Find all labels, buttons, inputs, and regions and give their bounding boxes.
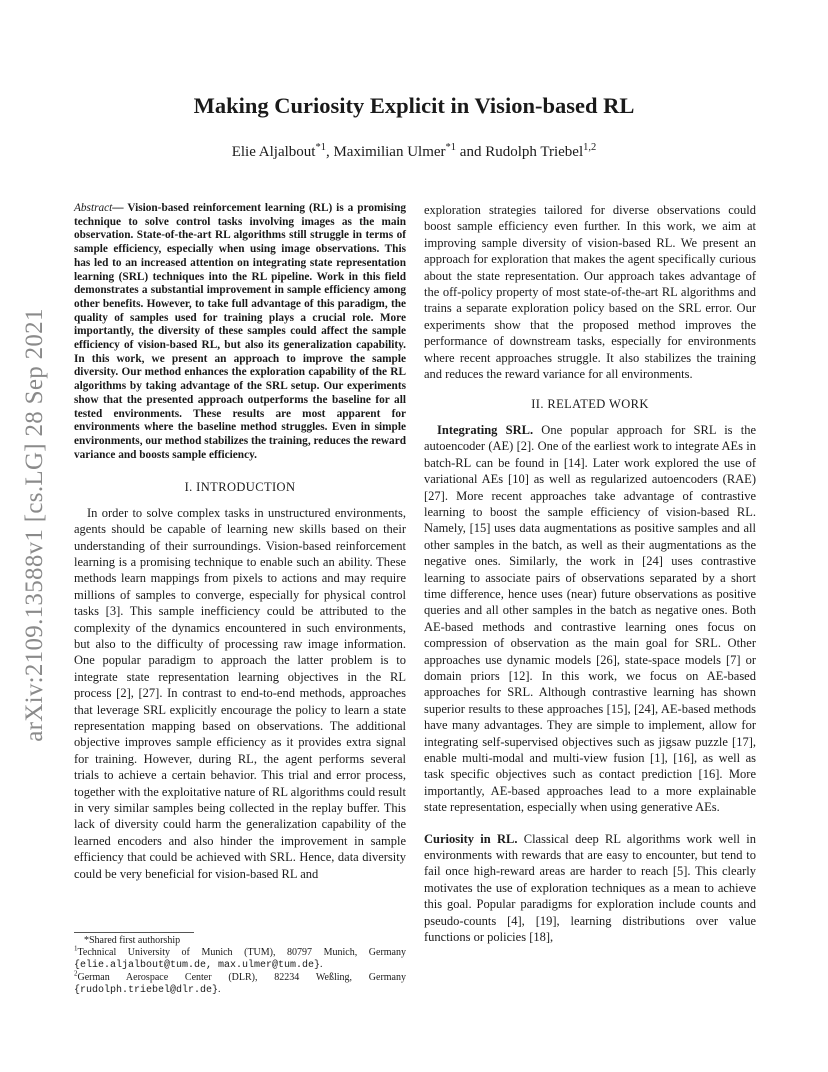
author-affiliation-mark: *1 xyxy=(315,142,326,153)
abstract xyxy=(74,202,406,462)
author-list xyxy=(0,144,828,161)
paragraph-run-in-title: Curiosity in RL. xyxy=(424,831,518,846)
author-name: Maximilian Ulmer xyxy=(333,144,446,160)
paper-title: Making Curiosity Explicit in Vision-based RL xyxy=(193,93,635,118)
section-heading-introduction: I. INTRODUCTION xyxy=(184,480,296,495)
footnote-affiliation-1: $^1$Technical University of Munich (TUM), 80797 Munich, Germany {elie.aljalbout@tum.de, max.ulmer@tum.de}. xyxy=(74,944,406,971)
introduction-paragraph: In order to solve complex tasks in unstructured environments, agents should be capable of learning new skills based on their understanding of their surroundings. Vision-based reinforcement learning is a promising technique to enable such an ability. These methods learn mappings from pixels to actions and may require millions of samples to converge, especially for physical control tasks [3]. This sample inefficiency could be attributed to the complexity of the dynamics encountered in such environments, but also to the difficulty of processing raw image information. One popular paradigm to approach the latter problem is to integrate state representation learning objectives in the RL process [2], [27]. In contrast to end-to-end methods, approaches that leverage SRL explicitly encourage the policy to learn a state representation mapping based on observations. The additional objective improves sample efficiency as it provides extra signal for training. However, during RL, the agent performs several trials to achieve a certain behavior. This trial and error process, together with the exploitative nature of RL algorithms could result in very similar samples being collected in the replay buffer. This lack of diversity could harm the generalization capability of the learned encoders and also hinder the improvement in sample efficiency that could be achieved with SRL. Hence, data diversity could be very beneficial for vision-based RL and xyxy=(74,505,406,881)
related-work-paragraph-curiosity: Curiosity in RL. Classical deep RL algorithms work well in environments with rewards that are easy to encounter, but tend to fail once high-reward areas are harder to reach [5]. This clearly motivates the use of exploration techniques as a mean to achieve this goal. Popular paradigms for exploration include counts and pseudo-counts [4], [19], learning distributions over value functions or policies [18], xyxy=(424,831,757,945)
footnote-shared-authorship: *Shared first authorship xyxy=(84,935,181,946)
author-name: Rudolph Triebel xyxy=(485,144,584,160)
right-column xyxy=(424,202,756,945)
footnote-affiliation-2: $^2$German Aerospace Center (DLR), 82234 Weßling, Germany {rudolph.triebel@dlr.de}. xyxy=(74,969,406,996)
paragraph-run-in-title: Integrating SRL. xyxy=(437,422,534,437)
author-separator: , xyxy=(325,144,334,160)
author-name: Elie Aljalbout xyxy=(231,144,316,160)
section-heading-related-work: II. RELATED WORK xyxy=(531,397,649,412)
arxiv-identifier-text: arXiv:2109.13588v1 [cs.LG] 28 Sep 2021 xyxy=(21,308,48,742)
related-work-paragraph-srl: Integrating SRL. One popular approach for SRL is the autoencoder (AE) [2]. One of the earliest work to integrate AEs in batch-RL can be found in [14]. Later work explored the use of variational AEs [10] as well as regularized autoencoders (RAE) [27]. More recent approaches take advantage of contrastive learning to boost the sample efficiency of vision-based RL. Namely, [15] uses data augmentations as positive samples and all other samples in the batch, as well as their augmentations as the negative ones. Similarly, the work in [24] uses contrastive learning to associate pairs of observations separated by a short time difference, hence uses (near) future observations as positive queries and all other samples in the batch as negative ones. Both AE-based methods and contrastive learning ones focus on compression of observation as the main goal for SRL. Other approaches use dynamic models [26], state-space models [7] or domain priors [12]. In this work, we focus on AE-based approaches for SRL. Although contrastive learning has shown superior results to these approaches [15], [24], AE-based methods have many advantages. They are simple to implement, allow for integrating self-supervised objectives such as jigsaw puzzle [17], enable multi-modal and multi-view fusion [1], [16], as well as task specific objectives such as contact prediction [16]. More importantly, AE-based approaches lead to a more explainable state representation, especially when using generative AEs. xyxy=(424,422,757,815)
footnote-emails: {elie.aljalbout@tum.de, max.ulmer@tum.de} xyxy=(74,960,321,971)
footnote-emails: {rudolph.triebel@dlr.de} xyxy=(74,985,219,996)
author-affiliation-mark: *1 xyxy=(445,142,457,153)
abstract-dash: — xyxy=(112,202,128,214)
left-column xyxy=(74,202,406,882)
abstract-label: Abstract xyxy=(74,202,113,214)
footnotes xyxy=(74,932,406,997)
author-affiliation-mark: 1,2 xyxy=(583,142,597,153)
introduction-paragraph-continued: exploration strategies tailored for diverse observations could boost sample efficiency even further. In this work, we aim at improving sample diversity of vision-based RL. We present an approach for exploration that makes the agent specifically curious about the state representation. Our approach takes advantage of the off-policy property of most state-of-the-art RL algorithms and trains a separate exploration policy based on the SRL error. Our experiments show that the proposed method improves the performance of downstream tasks, especially for environments where recent approaches struggle. It also stabilizes the training and reduces the reward variance for all environments. xyxy=(424,203,756,382)
author-separator: and xyxy=(456,144,486,160)
abstract-text: Vision-based reinforcement learning (RL) is a promising technique to solve control tasks involving images as the main observation. State-of-the-art RL algorithms still struggle in terms of sample efficiency, especially when using image observations. This has led to an increased attention on integrating state representation learning (SRL) techniques into the RL pipeline. Work in this field demonstrates a substantial improvement in sample efficiency among other benefits. However, to take full advantage of this paradigm, the quality of samples used for training plays a crucial role. More importantly, the diversity of these samples could affect the sample efficiency of vision-based RL, but also its generalization capability. In this work, we present an approach to improve the sample diversity. Our method enhances the exploration capability of the RL algorithms by taking advantage of the SRL setup. Our experiments show that the presented approach outperforms the baseline for all tested environments. These results are most apparent for environments where the baseline method struggles. Even in simple environments, our method stabilizes the training, reduces the reward variance and boosts sample efficiency. xyxy=(74,202,407,461)
arxiv-identifier-stamp xyxy=(20,290,50,760)
footnote-rule xyxy=(74,932,194,933)
